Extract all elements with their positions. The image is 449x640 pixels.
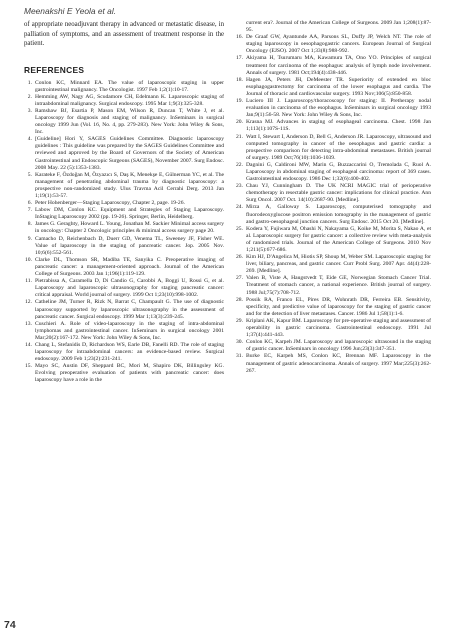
reference-text: Camacho D, Reichenbach D, Duerr GD, Venema TL, Sweeney JF, Fisher WE. Value of laparoscopy in the staging of pancreatic cancer. Jop. 2005 Nov. 10;6(6):552-561. [35, 235, 224, 256]
reference-number: 7. [27, 207, 32, 214]
reference-number: 26. [236, 254, 243, 261]
reference-number: 17. [236, 55, 243, 62]
reference-text: current era?. Journal of the American College of Surgeons. 2009 Jan 1;208(1):87-95. [246, 20, 431, 34]
reference-list-left [24, 80, 224, 385]
reference-item [24, 299, 224, 320]
reference-number: 23. [236, 183, 243, 190]
reference-number [235, 20, 243, 34]
reference-text: Cuschieri A. Role of video-laparoscopy in the staging of intra-abdominal lymphomas and gastrointestinal cancer. InSeminars in surgical oncology 2001 Mar;20(2):167-172. New York: John Wiley & Sons, Inc. [35, 320, 224, 341]
reference-number: 6. [27, 200, 32, 207]
reference-item [235, 318, 431, 339]
reference-number: 3. [27, 107, 32, 114]
reference-number: 27. [236, 275, 243, 282]
page-number: 74 [4, 619, 16, 631]
reference-list-right [235, 20, 431, 375]
reference-item [235, 353, 431, 374]
reference-text: Kriplani AK, Kapur BM. Laparoscopy for pre-operative staging and assessment of operability in gastric carcinoma. Gastrointestinal endoscopy. 1991 Jul 1;37(4):441-443. [246, 317, 431, 339]
reference-number: 30. [236, 339, 243, 346]
reference-number: 10. [25, 256, 32, 263]
reference-item [24, 321, 224, 342]
reference-item [24, 278, 224, 299]
intro-paragraph: of appropriate neoadjuvant therapy in advanced or metastatic disease, in palliation of symptoms, and an assessment of treatment response in the patient. [24, 21, 224, 47]
reference-item [24, 108, 224, 136]
reference-text: Pietrabissa A, Caramella D, Di Candio G, Carobbi A, Boggi U, Rossi G, et al. Laparoscopy and laparoscopic ultrasonography for staging pancreatic cancer: critical appraisal. World journal of surgery. 1999 Oct 1;23(10):998-1002. [35, 278, 224, 299]
reference-item [235, 183, 431, 204]
reference-item [235, 119, 431, 133]
reference-text: Karateke F, Özdoğan M, Özyazıcı S, Daş K, Menekşe E, Gülnerman YC, et al. The management of penetrating abdominal trauma by diagnostic laparoscopy: a prospective non-randomized study. Ulus Travma Acil Cerrahi Derg. 2013 Jan 1;19(1):53-57. [35, 171, 224, 199]
left-column [24, 20, 224, 385]
reference-text: [Guideline] Hori Y, SAGES Guidelines Committee. Diagnostic laparoscopy guidelines : This guideline was prepared by the SAGES Guidelines Committee and reviewed and approved by the Board of Governors of the Society of American Gastrointestinal and Endoscopic Surgeons (SAGES), November 2007. Surg Endosc. 2008 May. 22 (5):1353-1383. [35, 136, 224, 171]
reference-item [235, 226, 431, 254]
reference-number: 22. [236, 161, 243, 168]
reference-item [24, 207, 224, 221]
reference-number: 29. [236, 317, 243, 324]
reference-number: 15. [25, 363, 32, 370]
reference-number: 11. [25, 278, 32, 285]
reference-text: Ramshaw BJ, Esartia P, Mason EM, Wilson R, Duncan T, White J, et al. Laparoscopy for diagnosis and staging of malignancy. InSeminars in surgical oncology 1999 Jun (Vol. 16, No. 4, pp. 279-283). New York: John Wiley & Sons, Inc. [35, 107, 224, 136]
reference-item [235, 55, 431, 76]
reference-number: 8. [27, 221, 32, 228]
reference-text: Hemming AW, Nagy AG, Scudamore CH, Edelmann K. Laparoscopic staging of intraabdominal malignancy. Surgical endoscopy. 1995 Mar 1;9(3):325-328. [35, 93, 224, 107]
reference-item [24, 94, 224, 108]
reference-item [24, 342, 224, 363]
reference-text: Catheline JM, Turner R, Rizk N, Barrat C, Champault G. The use of diagnostic laparoscopy supported by laparoscopic ultrasonography in the assessment of pancreatic cancer. Surgical endoscopy. 1999 Mar 1;13(3):239-245. [35, 299, 224, 320]
reference-number: 25. [236, 225, 243, 232]
reference-item [235, 204, 431, 225]
reference-number: 1. [27, 79, 32, 86]
reference-number: 21. [236, 133, 243, 140]
reference-number: 19. [236, 98, 243, 105]
reference-number: 12. [25, 299, 32, 306]
reference-text: Labow DM, Conlon KC. Equipment and Strategies of Staging Laparoscopy. InStaging Laparoscopy 2002 (pp. 19-26). Springer, Berlin, Heidelberg. [35, 207, 224, 221]
reference-item [235, 297, 431, 318]
reference-number: 16. [236, 34, 243, 41]
reference-number: 31. [236, 353, 243, 360]
reference-item [235, 162, 431, 183]
reference-number: 2. [27, 93, 32, 100]
reference-text: Luciero III J. Laparoscopy/thoracoscopy for staging: II. Pretherapy nodal evaluation in carcinoma of the esophagus. InSeminars in surgical oncology 1993 Jan;9(1):56-58. New York: John Wiley & Sons, Inc. [246, 98, 431, 119]
reference-text: Chang L, Stefanidis D, Richardson WS, Earle DB, Fanelli RD. The role of staging laparoscopy for intraabdominal cancers: an evidence-based review. Surgical endoscopy. 2009 Feb 1;23(2):231-241. [35, 341, 224, 363]
reference-item [235, 134, 431, 162]
reference-number: 20. [236, 119, 243, 126]
reference-text: Mayo SC, Austin DF, Sheppard BC, Mori M, Shapiro DK, Billingsley KG. Evolving preoperative evaluation of patients with pancreatic cancer: does laparoscopy have a role in the [35, 363, 224, 384]
reference-number: 5. [27, 171, 32, 178]
reference-text: Conlon KC, Minnard EA. The value of laparoscopic staging in upper gastrointestinal malignancy. The Oncologist. 1997 Feb 1;2(1):10-17. [35, 79, 224, 93]
reference-text: Chau YJ, Cunningham D. The UK NCRI MAGIC trial of perioperative chemotherapy in resectable gastric cancer: implications for clinical practice. Ann Surg Oncol. 2007 Oct. 14(10):2687-90. [Medline]. [246, 183, 431, 204]
reference-text: Peter Hohenberger—Staging Laparoscopy, Chapter 2, page. 19-26. [35, 200, 185, 207]
reference-number: 13. [25, 320, 32, 327]
reference-text: Mirza A, Galloway S. Laparoscopy, computerised tomography and fluorodeoxyglucose positron emission tomography in the management of gastric and gastro-oesophageal junction cancers. Surg Endosc. 2015 Oct 20. [Medline]. [246, 204, 431, 225]
reference-item [235, 20, 431, 34]
reference-item [235, 34, 431, 55]
reference-text: Watt I, Stewart I, Anderson D, Bell G, Anderson JR. Laparoscopy, ultrasound and computed tomography in cancer of the oesophagus and gastric cardia: a prospective comparison for detecting intra-abdominal metastases. British journal of surgery. 1989 Oct;76(10):1036-1039. [246, 133, 431, 161]
reference-text: Conlon KC, Karpeh JM. Laparoscopy and laparoscopic ultrasound in the staging of gastric cancer. InSeminars in oncology 1996 Jun;23(3):347-351. [246, 339, 431, 353]
reference-text: Clarke DL, Thomson SR, Madiba TE, Sanyika C. Preoperative imaging of pancreatic cancer: a management-oriented approach. Journal of the American College of Surgeons. 2003 Jan 1;196(1):119-129. [35, 256, 224, 278]
reference-text: Burke EC, Karpeh MS, Conlon KC, Brennan MF. Laparoscopy in the management of gastric adenocarcinoma. Annals of surgery. 1997 Mar;225(3):262-267. [246, 353, 431, 374]
reference-number: 28. [236, 296, 243, 303]
reference-item [235, 339, 431, 353]
reference-text: Krasna MJ. Advances in staging of esophageal carcinoma. Chest. 1998 Jan 1;113(1):107S-11S. [246, 119, 431, 133]
reference-item [235, 275, 431, 296]
reference-item [24, 136, 224, 171]
running-header-author: Meenakshi E Yeola et al. [24, 6, 117, 16]
reference-item [24, 80, 224, 94]
reference-item [235, 77, 431, 98]
reference-text: Akiyama H, Tsurumaru MA, Kawamura TA, Ono YO. Principles of surgical treatment for carcinoma of the esophagus: analysis of lymph node involvement. Annals of surgery. 1981 Oct;194(4):438-446. [246, 55, 431, 76]
reference-item [235, 254, 431, 275]
reference-item [235, 98, 431, 119]
reference-text: Dagnini G, Caldironi MW, Marin G, Buzzaccarini O, Tremolada C, Ruol A. Laparoscopy in abdominal staging of esophageal carcinoma: report of 369 cases. Gastrointestinal endoscopy. 1986 Dec 1;32(6):400-402. [246, 161, 431, 183]
reference-number: 24. [236, 204, 243, 211]
right-column [235, 20, 431, 375]
reference-text: Hagen JA, Peters JH, DeMeester TR. Superiority of extended en bloc esophagogastrectomy for carcinoma of the lower esophagus and cardia. The Journal of thoracic and cardiovascular surgery. 1993 Nov;106(5):850-858. [246, 76, 431, 97]
reference-text: Possik RA, Franco EL, Pires DR, Wohnrath DR, Ferreira EB. Sensitivity, specificity, and predictive value of laparoscopy for the staging of gastric cancer and for the detection of liver metastases. Cancer. 1986 Jul 1;58(1):1-6. [246, 296, 431, 317]
reference-item [24, 257, 224, 278]
reference-number: 9. [27, 235, 32, 242]
reference-number: 18. [236, 76, 243, 83]
reference-text: Valen B, Viste A, Haugstvedt T, Eide GE, Norwegian Stomach Cancer Trial. Treatment of stomach cancer, a national experience. British journal of surgery. 1988 Jul;75(7):708-712. [246, 275, 431, 296]
reference-number: 4. [27, 136, 32, 143]
reference-item [24, 172, 224, 200]
reference-item [24, 236, 224, 257]
reference-text: Kim HJ, D'Angelica M, Hiotis SP, Shoup M, Weber SM. Laparoscopic staging for liver, biliary, pancreas, and gastric cancer. Curr Probl Surg. 2007 Apr. 44(4):228-269. [Medline]. [246, 254, 431, 275]
references-heading: REFERENCES [24, 64, 85, 75]
reference-text: Kodera Y, Fujiwara M, Ohashi N, Nakayama G, Koike M, Morita S, Nakao A, et al. Laparoscopic surgery for gastric cancer: a collective review with meta-analysis of randomized trials. Journal of the American College of Surgeons. 2010 Nov 1;211(5):677-686. [246, 225, 431, 253]
reference-text: De Graaf GW, Ayantunde AA, Parsons SL, Duffy JP, Welch NT. The role of staging laparoscopy in oesophagogastric cancers. European Journal of Surgical Oncology (EJSO). 2007 Oct 1;33(8):988-992. [246, 34, 431, 55]
reference-text: James G. Geraghty, Howard L. Young, Jonathan M. Sackier Minimal access surgery in oncology: Chapter 2 Oncologic principles & minimal access surgery page 20. [35, 221, 224, 235]
reference-item [24, 363, 224, 384]
reference-item [24, 221, 224, 235]
reference-number: 14. [25, 341, 32, 348]
